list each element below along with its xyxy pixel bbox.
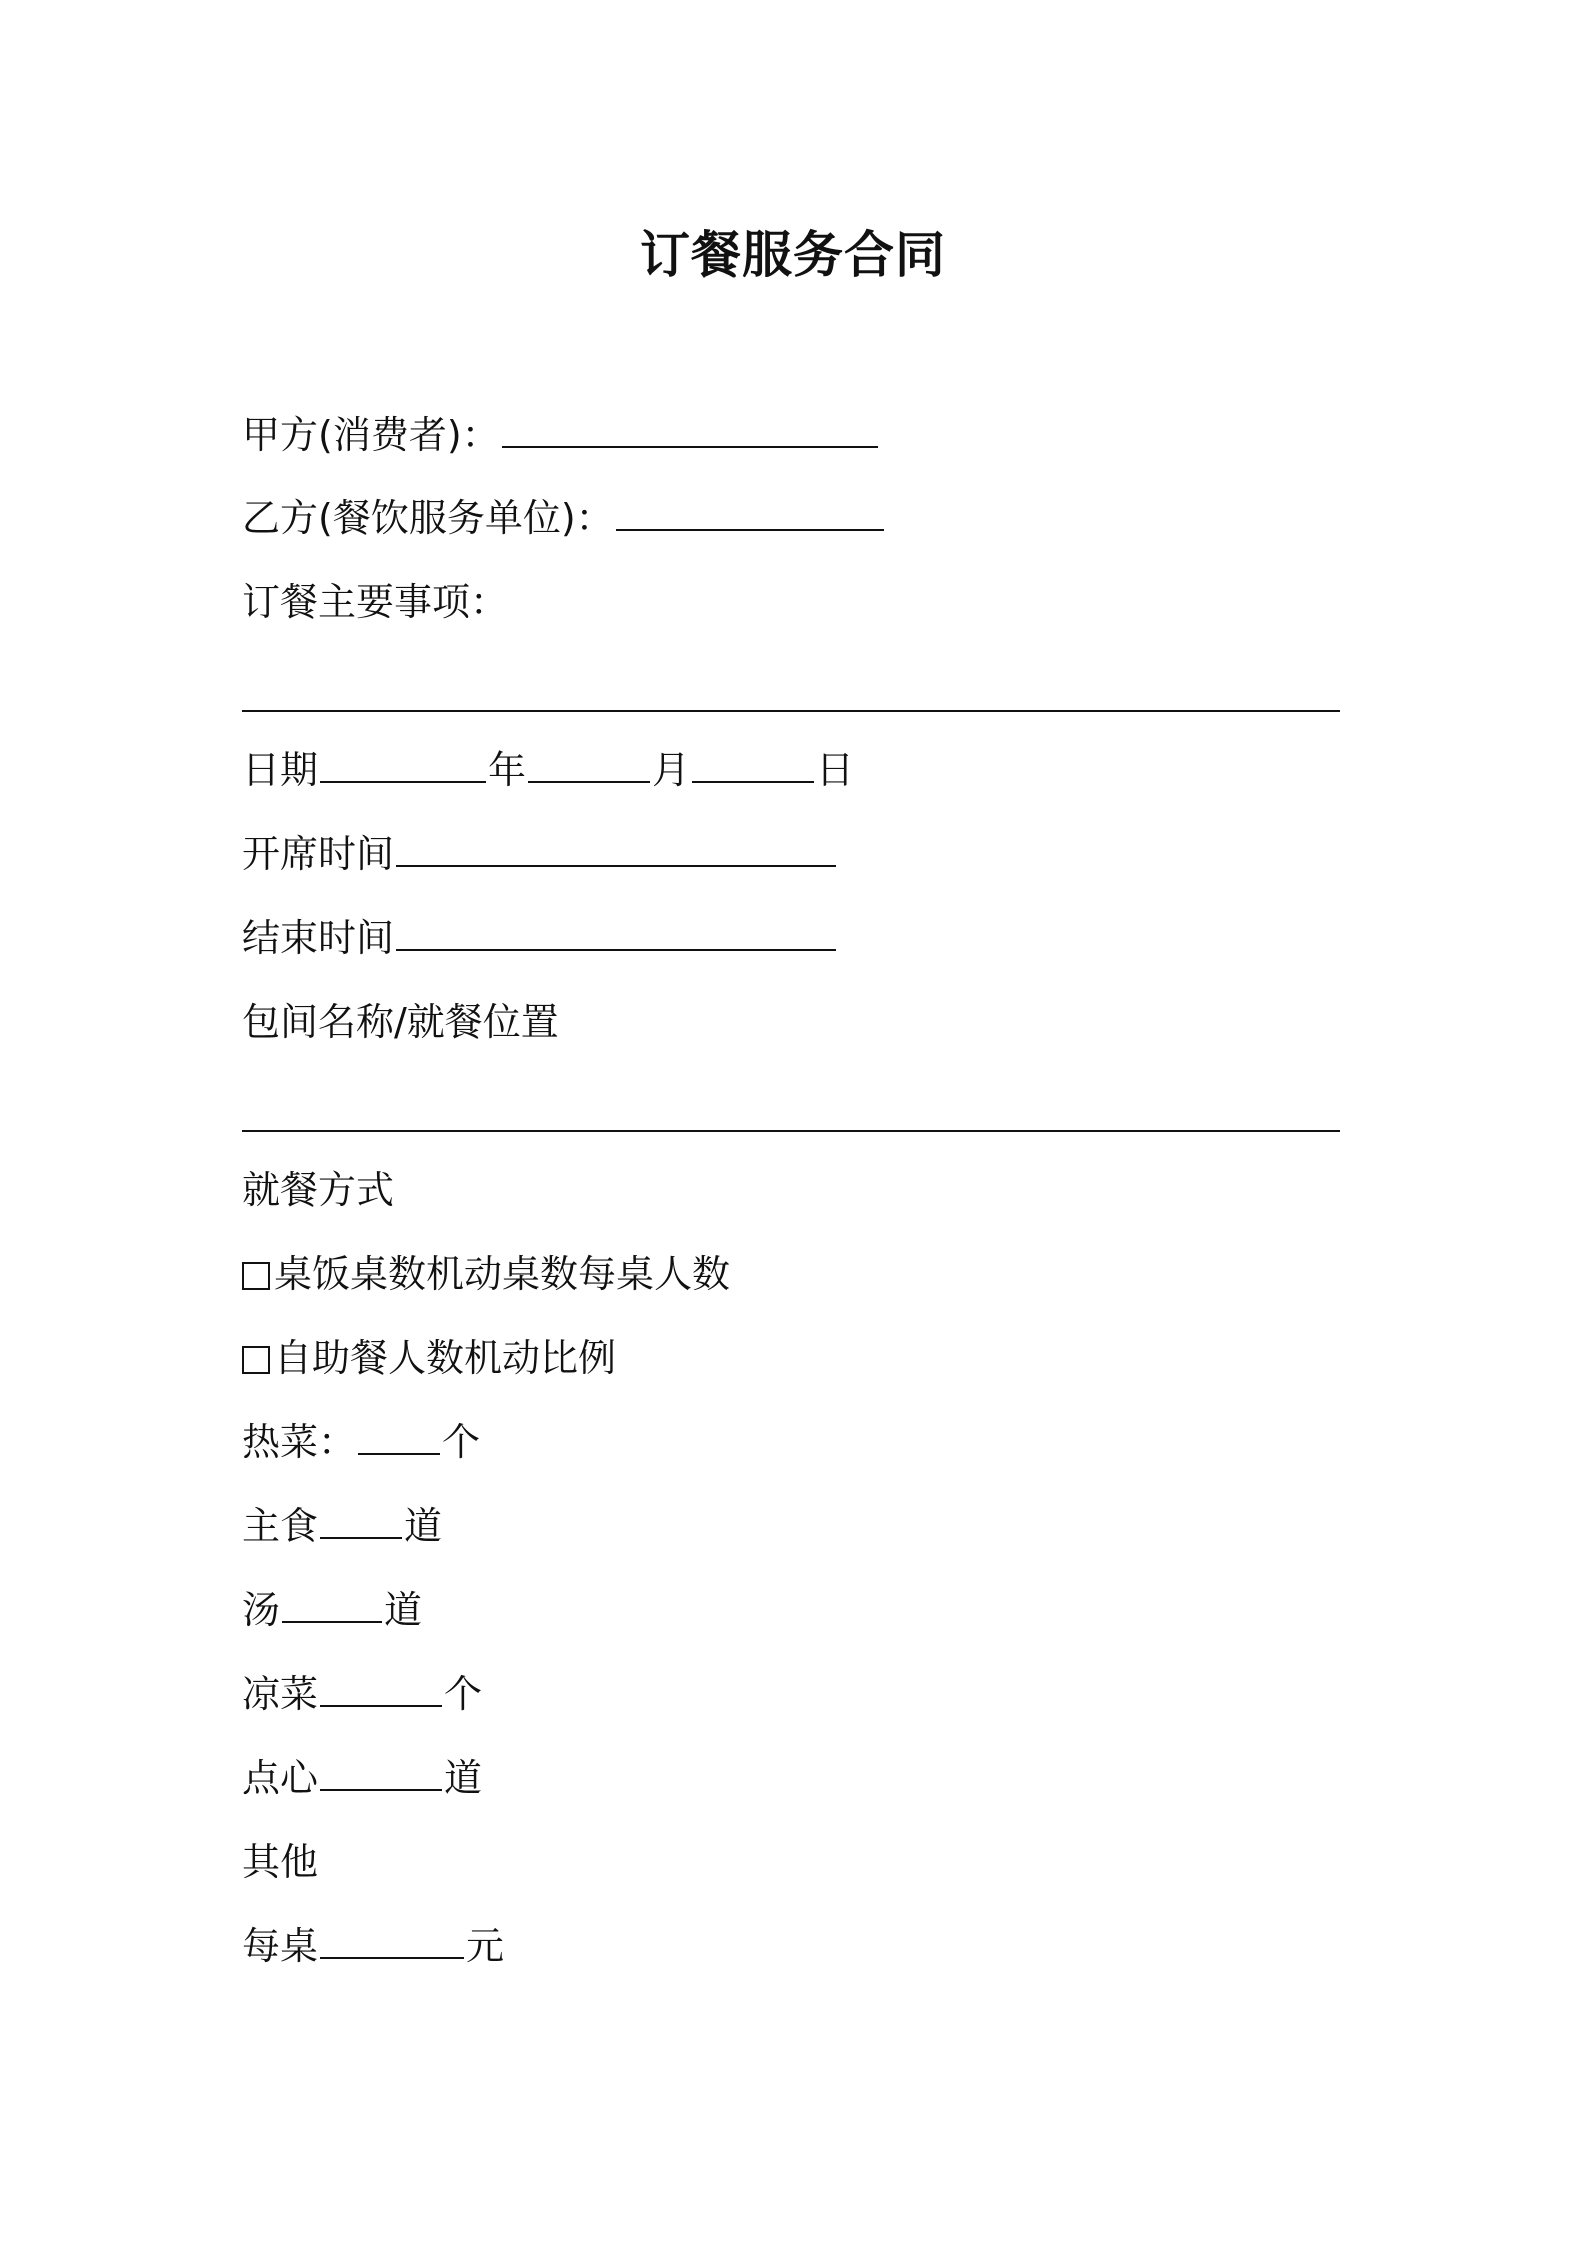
date-label: 日期 — [242, 748, 319, 792]
date-row — [242, 745, 854, 795]
staple-row — [242, 1501, 442, 1551]
start-time-blank[interactable] — [396, 829, 836, 867]
party-b-row — [242, 493, 886, 543]
soup-unit: 道 — [384, 1588, 423, 1632]
room-blank[interactable] — [242, 1130, 1340, 1132]
hot-dish-row — [242, 1417, 480, 1467]
party-a-blank[interactable] — [502, 410, 878, 448]
cold-dish-label: 凉菜 — [242, 1672, 319, 1716]
option-table-checkbox[interactable] — [242, 1262, 270, 1290]
main-items-blank[interactable] — [242, 710, 1340, 712]
hot-dish-blank[interactable] — [358, 1417, 440, 1455]
document-title: 订餐服务合同 — [640, 226, 946, 284]
party-a-label: 甲方(消费者)： — [242, 413, 500, 457]
staple-blank[interactable] — [320, 1501, 402, 1539]
main-items-label: 订餐主要事项： — [242, 580, 509, 624]
party-b-blank[interactable] — [616, 493, 884, 531]
cold-dish-blank[interactable] — [320, 1669, 442, 1707]
staple-unit: 道 — [404, 1504, 443, 1548]
option-buffet-checkbox[interactable] — [242, 1346, 270, 1374]
start-time-label: 开席时间 — [242, 832, 395, 876]
option-buffet-row[interactable] — [242, 1333, 616, 1383]
cold-dish-unit: 个 — [444, 1672, 483, 1716]
room-row — [242, 997, 559, 1047]
staple-label: 主食 — [242, 1504, 319, 1548]
start-time-row — [242, 829, 838, 879]
soup-blank[interactable] — [282, 1585, 382, 1623]
end-time-row — [242, 913, 838, 963]
year-label: 年 — [488, 748, 527, 792]
hot-dish-label: 热菜： — [242, 1420, 357, 1464]
soup-row — [242, 1585, 422, 1635]
option-table-label: 桌饭桌数机动桌数每桌人数 — [274, 1252, 731, 1296]
dessert-blank[interactable] — [320, 1753, 442, 1791]
per-table-row — [242, 1921, 504, 1971]
per-table-label: 每桌 — [242, 1924, 319, 1968]
month-blank[interactable] — [528, 745, 650, 783]
option-table-row[interactable] — [242, 1249, 730, 1299]
end-time-blank[interactable] — [396, 913, 836, 951]
hot-dish-unit: 个 — [442, 1420, 481, 1464]
soup-label: 汤 — [242, 1588, 281, 1632]
dining-mode-row — [242, 1165, 394, 1215]
room-label: 包间名称/就餐位置 — [242, 1000, 559, 1044]
other-label: 其他 — [242, 1840, 319, 1884]
dessert-row — [242, 1753, 482, 1803]
party-a-row — [242, 410, 880, 460]
cold-dish-row — [242, 1669, 482, 1719]
dining-mode-label: 就餐方式 — [242, 1168, 395, 1212]
year-blank[interactable] — [320, 745, 486, 783]
option-buffet-label: 自助餐人数机动比例 — [274, 1336, 617, 1380]
dessert-unit: 道 — [444, 1756, 483, 1800]
party-b-label: 乙方(餐饮服务单位)： — [242, 496, 614, 540]
per-table-unit: 元 — [466, 1924, 505, 1968]
other-row — [242, 1837, 318, 1887]
end-time-label: 结束时间 — [242, 916, 395, 960]
dessert-label: 点心 — [242, 1756, 319, 1800]
day-label: 日 — [816, 748, 855, 792]
month-label: 月 — [652, 748, 691, 792]
main-items-row — [242, 577, 508, 627]
day-blank[interactable] — [692, 745, 814, 783]
per-table-blank[interactable] — [320, 1921, 464, 1959]
